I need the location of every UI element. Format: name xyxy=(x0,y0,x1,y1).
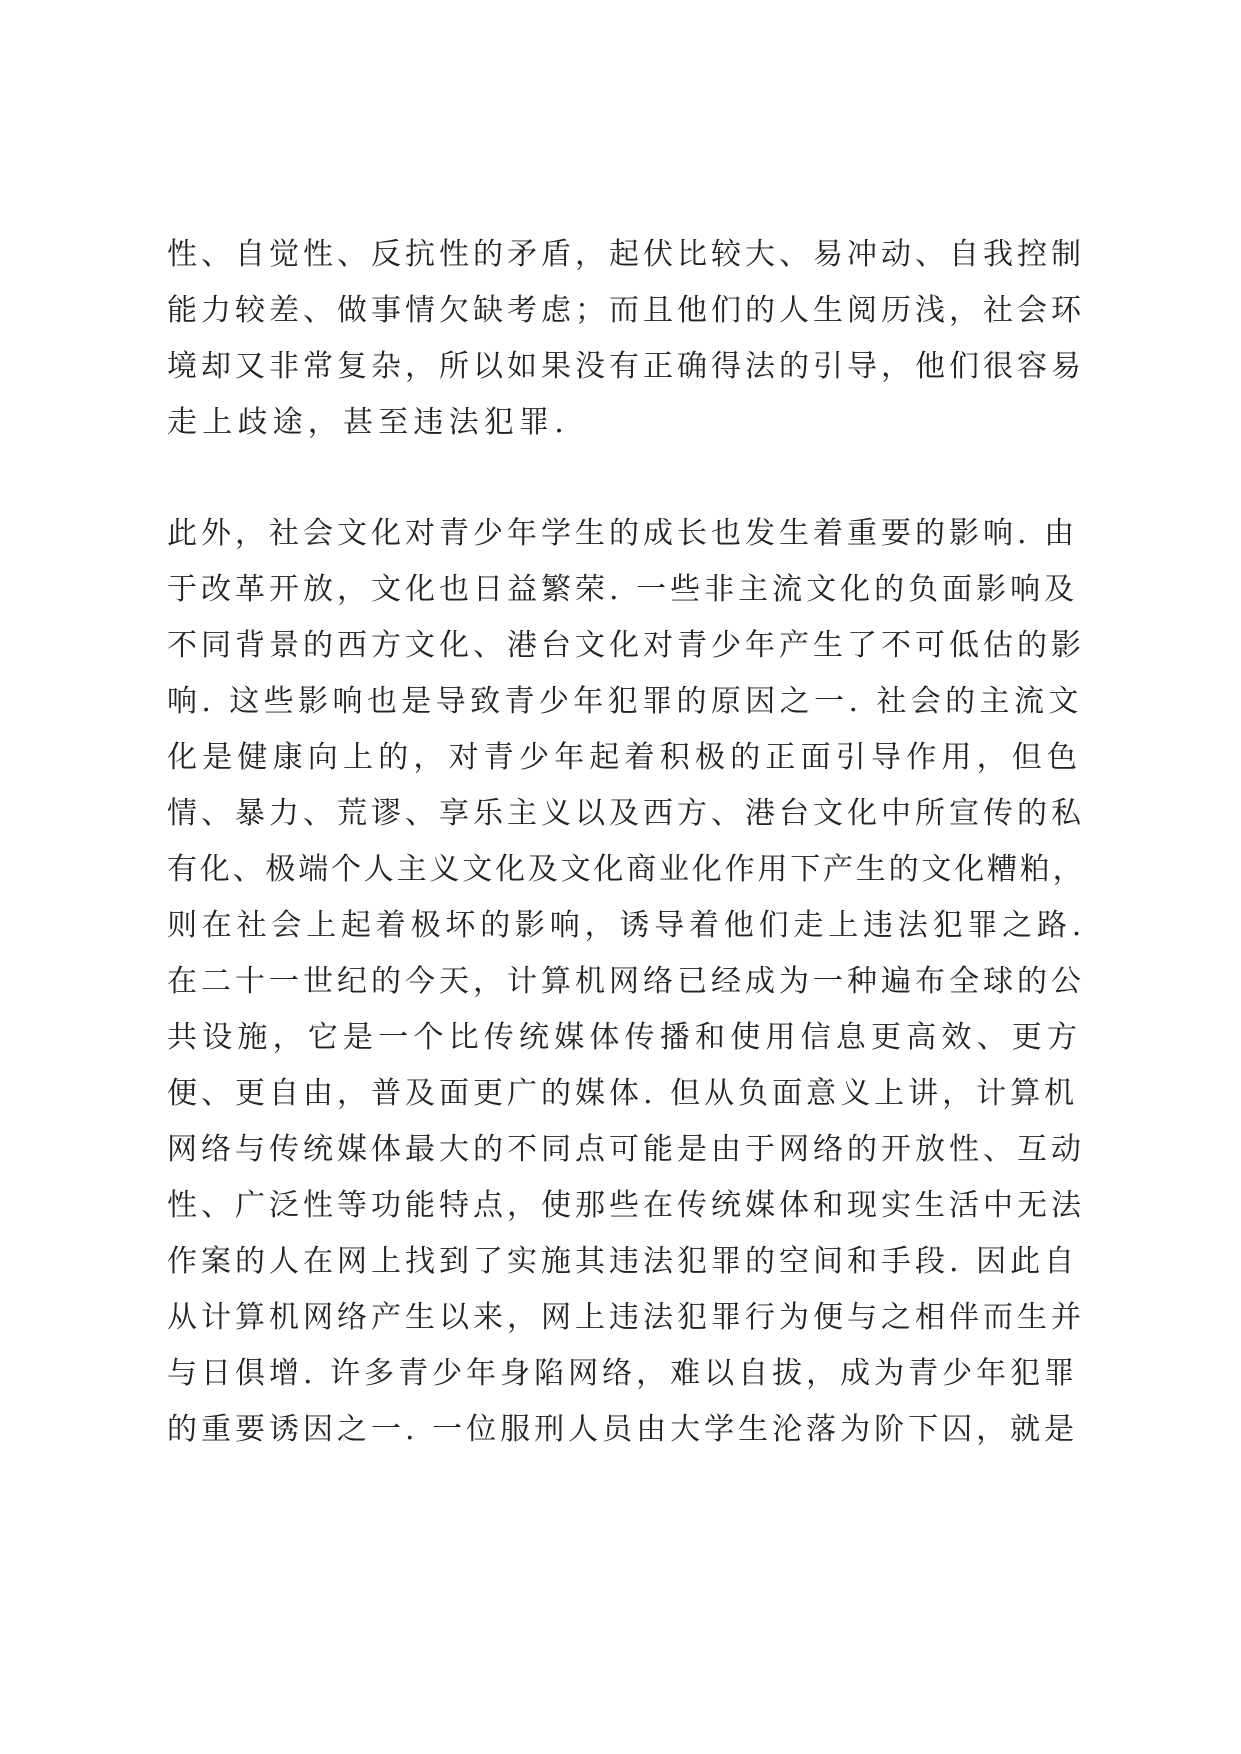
text-line: 网络与传统媒体最大的不同点可能是由于网络的开放性、互动 xyxy=(167,1132,1085,1167)
text-line: 的重要诱因之一. 一位服刑人员由大学生沦落为阶下囚，就是 xyxy=(167,1412,1079,1447)
text-line: 在二十一世纪的今天，计算机网络已经成为一种遍布全球的公 xyxy=(167,964,1085,999)
text-line: 情、暴力、荒谬、享乐主义以及西方、港台文化中所宣传的私 xyxy=(167,796,1085,831)
text-line: 不同背景的西方文化、港台文化对青少年产生了不可低估的影 xyxy=(167,628,1085,663)
text-line: 走上歧途，甚至违法犯罪. xyxy=(167,405,569,440)
text-line: 与日俱增. 许多青少年身陷网络，难以自拔，成为青少年犯罪 xyxy=(167,1356,1079,1391)
text-line: 境却又非常复杂，所以如果没有正确得法的引导，他们很容易 xyxy=(167,349,1085,384)
text-line: 性、自觉性、反抗性的矛盾，起伏比较大、易冲动、自我控制 xyxy=(167,237,1085,272)
text-line: 性、广泛性等功能特点，使那些在传统媒体和现实生活中无法 xyxy=(167,1188,1085,1223)
text-line: 响. 这些影响也是导致青少年犯罪的原因之一. 社会的主流文 xyxy=(167,684,1083,719)
text-line: 能力较差、做事情欠缺考虑；而且他们的人生阅历浅，社会环 xyxy=(167,293,1085,328)
text-line: 作案的人在网上找到了实施其违法犯罪的空间和手段. 因此自 xyxy=(167,1244,1079,1279)
text-line: 从计算机网络产生以来，网上违法犯罪行为便与之相伴而生并 xyxy=(167,1300,1085,1335)
text-line: 有化、极端个人主义文化及文化商业化作用下产生的文化糟粕， xyxy=(167,852,1086,887)
text-line: 便、更自由，普及面更广的媒体. 但从负面意义上讲，计算机 xyxy=(167,1076,1079,1111)
text-line: 化是健康向上的，对青少年起着积极的正面引导作用，但色 xyxy=(167,740,1083,775)
text-line: 则在社会上起着极坏的影响，诱导着他们走上违法犯罪之路. xyxy=(167,908,1087,943)
text-line: 共设施，它是一个比传统媒体传播和使用信息更高效、更方 xyxy=(167,1020,1083,1055)
text-line: 于改革开放，文化也日益繁荣. 一些非主流文化的负面影响及 xyxy=(167,572,1079,607)
text-line: 此外，社会文化对青少年学生的成长也发生着重要的影响. 由 xyxy=(167,516,1079,551)
